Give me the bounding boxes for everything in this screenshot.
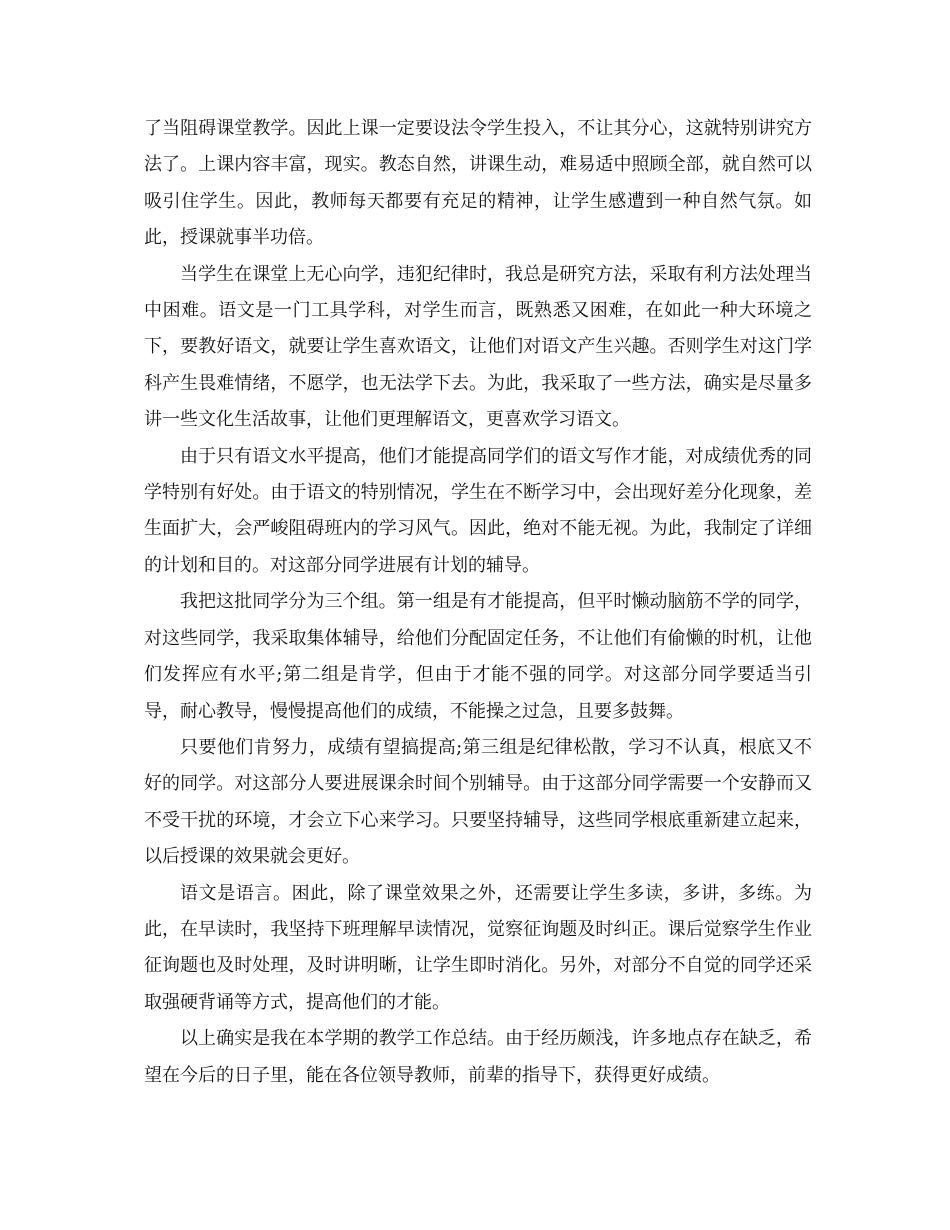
- paragraph-4: 我把这批同学分为三个组。第一组是有才能提高，但平时懒动脑筋不学的同学，对这些同学，我采取集体辅导，给他们分配固定任务，不让他们有偷懒的时机，让他们发挥应有水平;第二组是肯学，但由于才能不强的同学。对这部分同学要适当引导，耐心教导，慢慢提高他们的成绩，不能操之过急，且要多鼓舞。: [144, 591, 812, 722]
- paragraph-7: 以上确实是我在本学期的教学工作总结。由于经历颇浅，许多地点存在缺乏，希望在今后的日子里，能在各位领导教师，前辈的指导下，获得更好成绩。: [144, 1028, 812, 1086]
- paragraph-5: 只要他们肯努力，成绩有望搞提高;第三组是纪律松散，学习不认真，根底又不好的同学。对这部分人要进展课余时间个别辅导。由于这部分同学需要一个安静而又不受干扰的环境，才会立下心来学习。只要坚持辅导，这些同学根底重新建立起来，以后授课的效果就会更好。: [144, 736, 812, 868]
- paragraph-2: 当学生在课堂上无心向学，违犯纪律时，我总是研究方法，采取有利方法处理当中困难。语文是一门工具学科，对学生而言，既熟悉又困难，在如此一种大环境之下，要教好语文，就要让学生喜欢语文，让他们对语文产生兴趣。否则学生对这门学科产生畏难情绪，不愿学，也无法学下去。为此，我采取了一些方法，确实是尽量多讲一些文化生活故事，让他们更理解语文，更喜欢学习语文。: [144, 263, 812, 431]
- paragraph-1: 了当阻碍课堂教学。因此上课一定要设法令学生投入，不让其分心，这就特别讲究方法了。上课内容丰富，现实。教态自然，讲课生动，难易适中照顾全部，就自然可以吸引住学生。因此，教师每天都要有充足的精神，让学生感遭到一种自然气氛。如此，授课就事半功倍。: [144, 118, 812, 249]
- paragraph-3: 由于只有语文水平提高，他们才能提高同学们的语文写作才能，对成绩优秀的同学特别有好处。由于语文的特别情况，学生在不断学习中，会出现好差分化现象，差生面扩大，会严峻阻碍班内的学习风气。因此，绝对不能无视。为此，我制定了详细的计划和目的。对这部分同学进展有计划的辅导。: [144, 445, 812, 576]
- paragraph-6: 语文是语言。困此，除了课堂效果之外，还需要让学生多读，多讲，多练。为此，在早读时，我坚持下班理解早读情况，觉察征询题及时纠正。课后觉察学生作业征询题也及时处理，及时讲明晰，让学生即时消化。另外，对部分不自觉的同学还采取强硬背诵等方式，提高他们的才能。: [144, 882, 812, 1013]
- document-body: [144, 111, 812, 1094]
